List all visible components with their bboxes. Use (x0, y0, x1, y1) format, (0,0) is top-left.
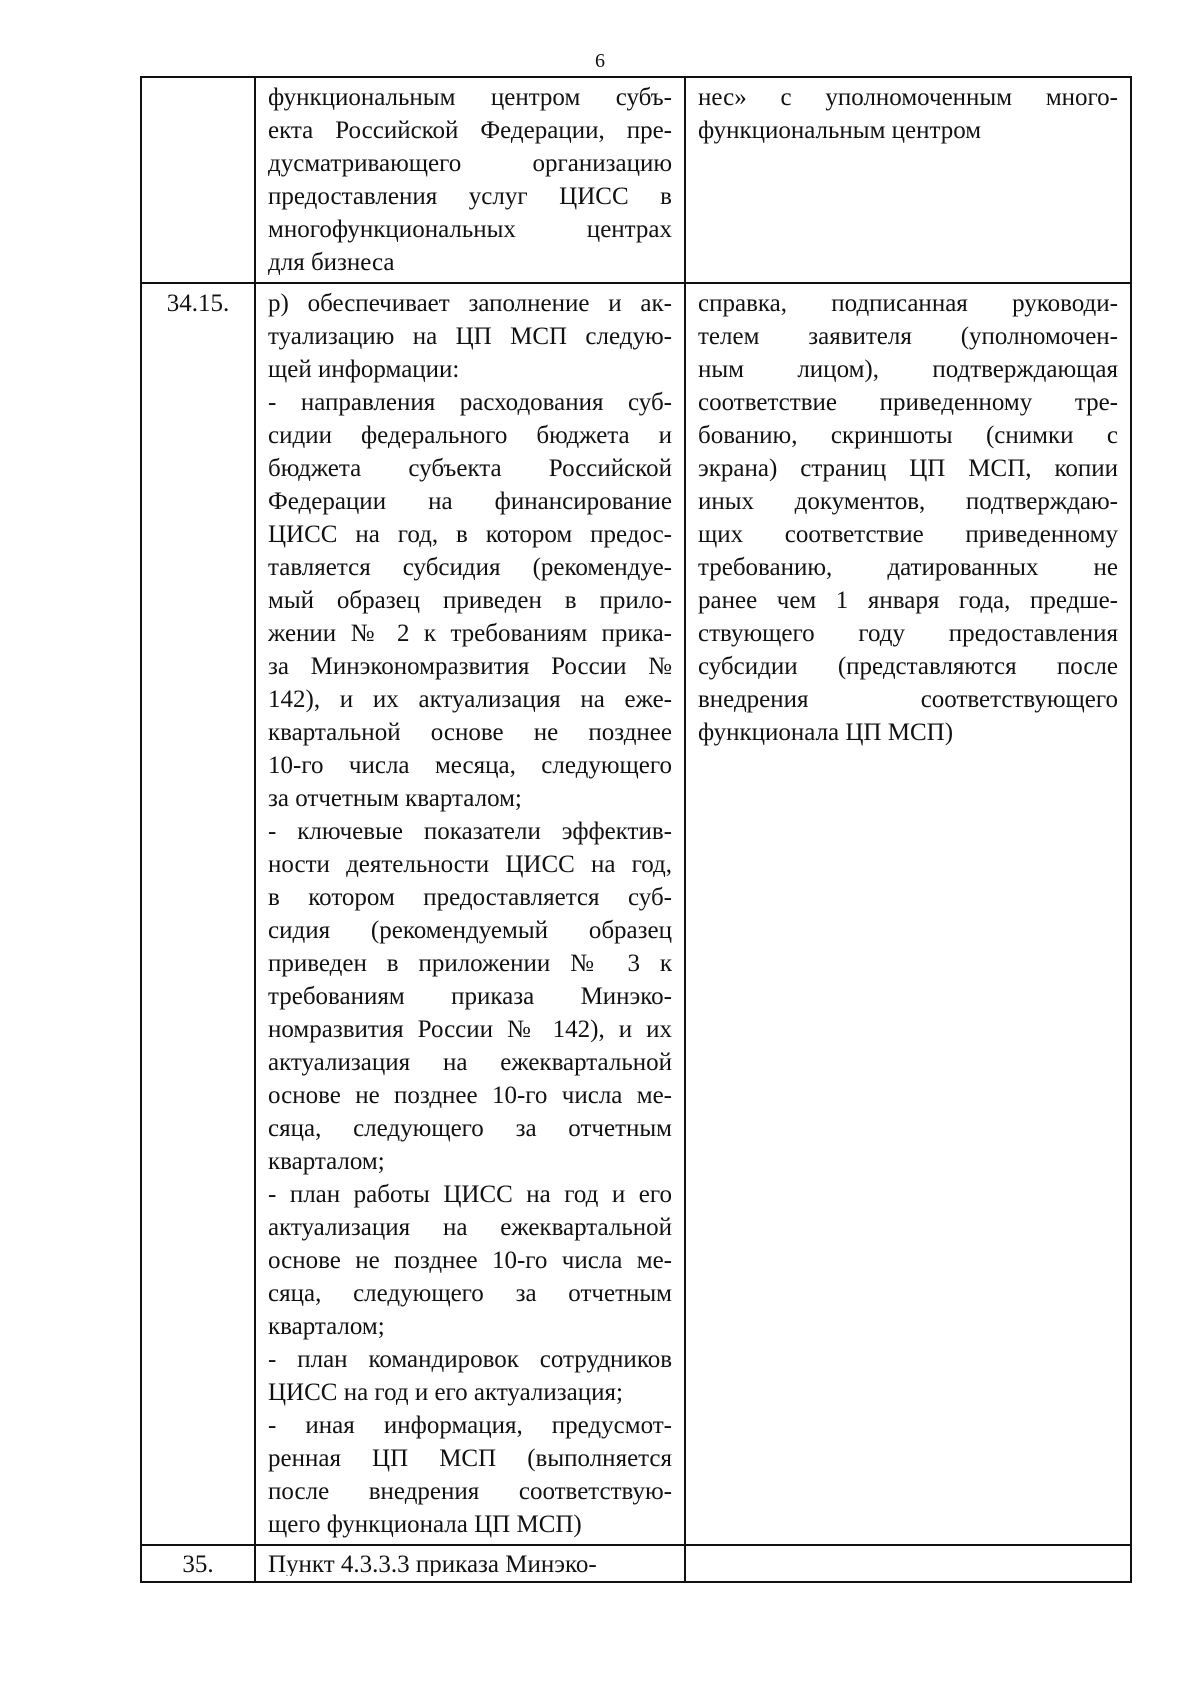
text-line: требованию, датированных не (698, 554, 1118, 581)
text-line: Пункт 4.3.3.3 приказа Минэко- (268, 1551, 597, 1576)
text-line: квартальной основе не позднее (268, 719, 672, 746)
confirmation-documents-cell (685, 77, 1131, 283)
text-line: актуализация на ежеквартальной (268, 1049, 672, 1076)
text-line: внедрения соответствующего (698, 686, 1118, 713)
text-line: - план работы ЦИСС на год и его (268, 1181, 672, 1208)
table-row (141, 1545, 1131, 1582)
text-line: соответствие приведенному тре- (698, 389, 1118, 416)
text-line: - план командировок сотрудников (268, 1346, 672, 1373)
requirement-text-cell (255, 77, 685, 283)
text-line: субсидии (представляются после (698, 653, 1118, 680)
text-line: ЦИСС на год, в котором предос- (268, 521, 672, 548)
text-line: тавляется субсидия (рекомендуе- (268, 554, 672, 581)
requirement-text-cell (255, 283, 685, 1545)
table-row (141, 77, 1131, 283)
text-line: сяца, следующего за отчетным (268, 1115, 672, 1142)
text-line: в котором предоставляется суб- (268, 884, 672, 911)
page-number: 6 (595, 50, 605, 72)
text-line: сяца, следующего за отчетным (268, 1280, 672, 1307)
text-line: сидии федерального бюджета и (268, 422, 672, 449)
text-line: основе не позднее 10-го числа ме- (268, 1247, 672, 1274)
text-line: 142), и их актуализация на еже- (268, 686, 672, 713)
requirements-table (140, 76, 1132, 1583)
text-line: щей информации: (268, 356, 460, 383)
row-number: 34.15. (166, 290, 230, 317)
text-line: актуализация на ежеквартальной (268, 1214, 672, 1241)
confirmation-documents-cell (685, 283, 1131, 1545)
text-line: р) обеспечивает заполнение и ак- (268, 290, 672, 317)
text-line: туализацию на ЦП МСП следую- (268, 323, 672, 350)
text-line: приведен в приложении № 3 к (268, 950, 672, 977)
text-line: щих соответствие приведенному (698, 521, 1118, 548)
text-line: иных документов, подтверждаю- (698, 488, 1118, 515)
text-line: функциональным центром (698, 117, 982, 144)
text-line: ранее чем 1 января года, предше- (698, 587, 1118, 614)
text-line: ЦИСС на год и его актуализация; (268, 1379, 623, 1406)
table-row (141, 283, 1131, 1545)
row-number-cell (141, 283, 255, 1545)
row-number-cell (141, 1545, 255, 1582)
text-line: нес» с уполномоченным много- (698, 84, 1118, 111)
text-line: для бизнеса (268, 249, 395, 276)
text-line: ствующего году предоставления (698, 620, 1118, 647)
text-line: телем заявителя (уполномочен- (698, 323, 1118, 350)
text-line: за отчетным кварталом; (268, 785, 522, 812)
text-line: щего функционала ЦП МСП) (268, 1511, 582, 1538)
text-line: бюджета субъекта Российской (268, 455, 672, 482)
text-line: екта Российской Федерации, пре- (268, 117, 672, 144)
text-line: - иная информация, предусмот- (268, 1412, 672, 1439)
text-line: - ключевые показатели эффектив- (268, 818, 672, 845)
row-number-cell (141, 77, 255, 283)
confirmation-documents-cell (685, 1545, 1131, 1582)
text-line: номразвития России № 142), и их (268, 1016, 672, 1043)
text-line: многофункциональных центрах (268, 216, 672, 243)
text-line: основе не позднее 10-го числа ме- (268, 1082, 672, 1109)
text-line: функциональным центром субъ- (268, 84, 672, 111)
text-line: за Минэкономразвития России № (268, 653, 672, 680)
text-line: предоставления услуг ЦИСС в (268, 183, 672, 210)
text-line: 10-го числа месяца, следующего (268, 752, 672, 779)
text-line: - направления расходования суб- (268, 389, 672, 416)
text-line: Федерации на финансирование (268, 488, 672, 515)
text-line: функционала ЦП МСП) (698, 719, 954, 746)
text-line: справка, подписанная руководи- (698, 290, 1118, 317)
text-line: ренная ЦП МСП (выполняется (268, 1445, 672, 1472)
text-line: жении № 2 к требованиям прика- (268, 620, 672, 647)
text-line: кварталом; (268, 1148, 385, 1175)
text-line: кварталом; (268, 1313, 385, 1340)
text-line: дусматривающего организацию (268, 150, 672, 177)
row-number: 35. (182, 1551, 214, 1578)
text-line: мый образец приведен в прило- (268, 587, 672, 614)
text-line: ности деятельности ЦИСС на год, (268, 851, 672, 878)
text-line: после внедрения соответствую- (268, 1478, 672, 1505)
text-line: бованию, скриншоты (снимки с (698, 422, 1118, 449)
text-line: экрана) страниц ЦП МСП, копии (698, 455, 1118, 482)
requirement-text-cell (255, 1545, 685, 1582)
text-line: ным лицом), подтверждающая (698, 356, 1118, 383)
text-line: сидия (рекомендуемый образец (268, 917, 672, 944)
text-line: требованиям приказа Минэко- (268, 983, 672, 1010)
